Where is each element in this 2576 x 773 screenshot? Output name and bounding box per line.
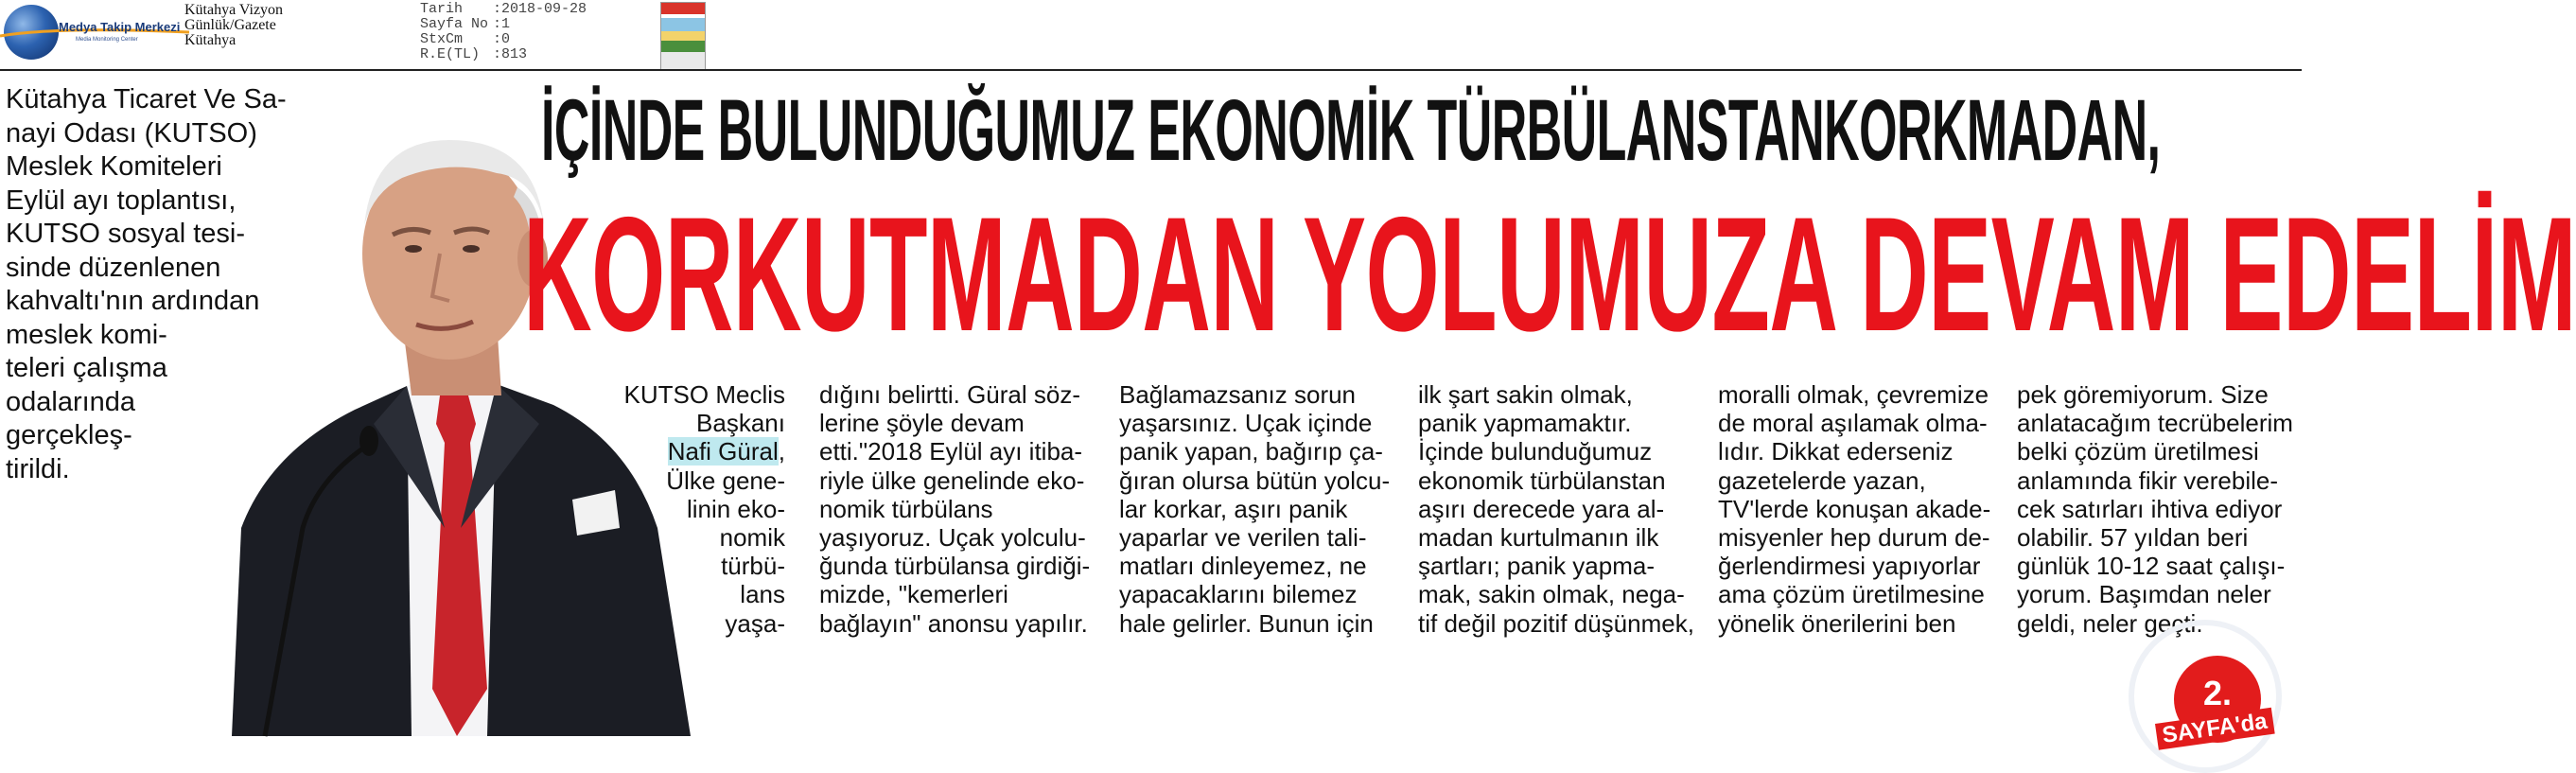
meta-date-value: :2018-09-28	[493, 1, 587, 17]
column-line: anlamında fikir verebile-	[2017, 466, 2279, 495]
header-divider	[0, 69, 2302, 71]
column-line: bağlayın" anonsu yapılır.	[819, 608, 1088, 638]
page-ref-label: SAYFA'da	[2155, 708, 2274, 750]
name-suffix: ,	[778, 437, 785, 466]
column-line: lerine şöyle devam	[819, 409, 1025, 438]
meta-page-value: :1	[493, 16, 511, 32]
column-line: mak, sakin olmak, nega-	[1418, 580, 1685, 609]
column-line: cek satırları ihtiva ediyor	[2017, 494, 2283, 523]
column-line: yorum. Başımdan neler	[2017, 580, 2271, 609]
intro-paragraph	[6, 83, 289, 486]
intro-line: Eylül ayı toplantısı,	[6, 184, 237, 216]
column-line: gazetelerde yazan,	[1718, 466, 1926, 495]
intro-line: Meslek Komiteleri	[6, 151, 222, 182]
intro-line: tirildi.	[6, 453, 70, 484]
publication-type: Günlük/Gazete	[184, 17, 276, 33]
column-line: ama çözüm üretilmesine	[1718, 580, 1985, 609]
column-line: belki çözüm üretilmesi	[2017, 437, 2259, 466]
column-line: lans	[740, 580, 785, 609]
body-column-1	[605, 380, 785, 638]
column-line: türbü-	[721, 552, 785, 581]
clipping-header	[0, 0, 2302, 70]
column-line: yönelik önerilerini ben	[1718, 608, 1956, 638]
intro-line: kahvaltı'nın ardından	[6, 286, 260, 316]
column-line: yaparlar ve verilen tali-	[1119, 523, 1367, 553]
column-line: panik yapmamaktır.	[1418, 409, 1632, 438]
body-column-3	[1119, 380, 1390, 638]
logo-subtitle: Media Monitoring Center	[76, 37, 138, 43]
intro-line: meslek komi-	[6, 319, 167, 350]
column-line: lıdır. Dikkat ederseniz	[1718, 437, 1954, 466]
column-line: misyenler hep durum de-	[1718, 523, 1990, 553]
column-line: aşırı derecede yara al-	[1418, 494, 1665, 523]
column-line: dığını belirtti. Güral söz-	[819, 380, 1080, 409]
column-line: nomik	[719, 523, 785, 553]
column-line: yaşarsınız. Uçak içinde	[1119, 409, 1373, 438]
page-thumbnail[interactable]	[660, 2, 706, 70]
column-line	[605, 437, 785, 466]
body-column-2	[819, 380, 1090, 638]
column-line: pek göremiyorum. Size	[2017, 380, 2269, 409]
column-line: İçinde bulunduğumuz	[1418, 437, 1653, 466]
column-line: moralli olmak, çevremize	[1718, 380, 1989, 409]
column-line: linin eko-	[686, 494, 785, 523]
intro-line: Kütahya Ticaret Ve Sa-	[6, 84, 287, 114]
highlighted-name: Nafi Güral	[667, 437, 779, 466]
column-line: yaşa-	[725, 608, 785, 638]
meta-page-label: Sayfa No	[420, 16, 489, 32]
body-column-5	[1718, 380, 1990, 638]
publication-city: Kütahya	[184, 32, 237, 48]
meta-re-label: R.E(TL)	[420, 46, 481, 62]
body-column-6	[2017, 380, 2293, 638]
column-line: ekonomik türbülanstan	[1418, 466, 1666, 495]
column-line: riyle ülke genelinde eko-	[819, 466, 1085, 495]
column-line: lar korkar, aşırı panik	[1119, 494, 1348, 523]
intro-line: gerçekleş-	[6, 420, 132, 450]
meta-stxcm-value: :0	[493, 31, 511, 47]
column-line: nomik türbülans	[819, 494, 993, 523]
column-line: etti."2018 Eylül ayı itiba-	[819, 437, 1083, 466]
column-line: hale gelirler. Bunun için	[1119, 608, 1374, 638]
intro-line: odalarında	[6, 386, 136, 417]
column-line: ilk şart sakin olmak,	[1418, 380, 1633, 409]
meta-date-label: Tarih	[420, 1, 464, 17]
column-line: günlük 10-12 saat çalışı-	[2017, 552, 2286, 581]
column-line: ğıran olursa bütün yolcu-	[1119, 466, 1391, 495]
column-line: madan kurtulmanın ilk	[1418, 523, 1659, 553]
logo-title: Medya Takip Merkezi	[59, 20, 181, 34]
column-line: şartları; panik yapma-	[1418, 552, 1655, 581]
column-line: Bağlamazsanız sorun	[1119, 380, 1357, 409]
intro-line: nayi Odası (KUTSO)	[6, 117, 257, 149]
column-line: panik yapan, bağırıp ça-	[1119, 437, 1383, 466]
column-line: olabilir. 57 yıldan beri	[2017, 523, 2249, 553]
intro-line: KUTSO sosyal tesi-	[6, 219, 245, 249]
meta-stxcm-label: StxCm	[420, 31, 464, 47]
body-column-4	[1418, 380, 1694, 638]
column-line: tif değil pozitif düşünmek,	[1418, 608, 1694, 638]
headline-line-1: İÇİNDE BULUNDUĞUMUZ EKONOMİK TÜRBÜLANSTANKORKMADAN,	[541, 82, 2161, 179]
column-line: Ülke gene-	[666, 466, 785, 495]
column-line: ğerlendirmesi yapıyorlar	[1718, 552, 1981, 581]
meta-re-value: :813	[493, 46, 528, 62]
column-line: TV'lerde konuşan akade-	[1718, 494, 1991, 523]
headline-line-2: KORKUTMADAN YOLUMUZA DEVAM EDELİM	[523, 184, 2576, 365]
intro-line: sinde düzenlenen	[6, 252, 221, 283]
column-line: geldi, neler geçti.	[2017, 608, 2203, 638]
publication-name: Kütahya Vizyon	[184, 2, 284, 18]
intro-line: teleri çalışma	[6, 353, 167, 383]
column-line: yapacaklarını bilemez	[1119, 580, 1358, 609]
column-line: mizde, "kemerleri	[819, 580, 1008, 609]
page-ref-number: 2.	[2202, 674, 2233, 712]
column-line: yaşıyoruz. Uçak yolculu-	[819, 523, 1086, 553]
column-line: Başkanı	[696, 409, 785, 438]
column-line: de moral aşılamak olma-	[1718, 409, 1988, 438]
column-line: anlatacağım tecrübelerim	[2017, 409, 2293, 438]
column-line: KUTSO Meclis	[623, 380, 785, 409]
column-line: ğunda türbülansa girdiği-	[819, 552, 1091, 581]
column-line: matları dinleyemez, ne	[1119, 552, 1367, 581]
